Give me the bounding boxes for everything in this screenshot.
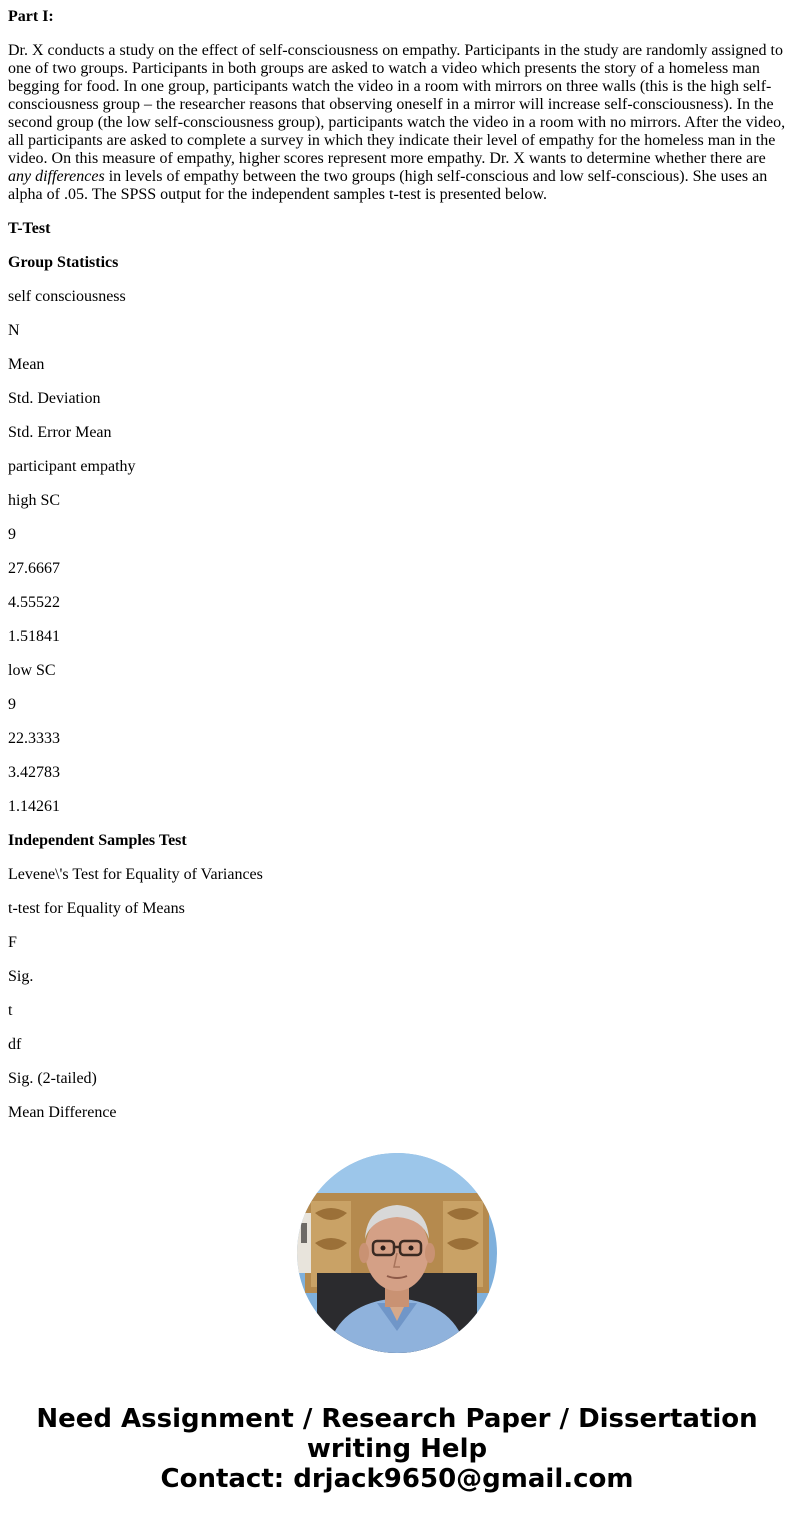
row-high-sc-group: high SC	[8, 492, 61, 509]
column-header-std-deviation: Std. Deviation	[8, 390, 101, 407]
column-header-f: F	[8, 934, 17, 951]
row-low-sc-group: low SC	[8, 662, 56, 679]
group-statistics-heading: Group Statistics	[8, 254, 119, 271]
author-photo	[297, 1153, 497, 1353]
column-header-df: df	[8, 1036, 22, 1053]
column-header-sig: Sig.	[8, 968, 34, 985]
column-header-mean-difference: Mean Difference	[8, 1104, 117, 1121]
intro-text-start: Dr. X conducts a study on the effect of self-consciousness on empathy. Participants in the study are randomly assigned to one of two groups. Participants in both groups are asked to watch a video which presents the story of a homeless man begging for food. In one group, participants watch the video in a room with mirrors on three walls (this is the high self-consciousness group – the researcher reasons that observing oneself in a mirror will increase self-consciousness). In the second group (the low self-consciousness group), participants watch the video in a room with no mirrors. After the video, all participants are asked to complete a survey in which they indicate their level of empathy for the homeless man in the video. On this measure of empathy, higher scores represent more empathy. Dr. X wants to determine whether there are	[8, 42, 786, 167]
footer-line-1: Need Assignment / Research Paper / Dissertation	[36, 1404, 758, 1434]
person-portrait-icon	[297, 1153, 497, 1353]
footer-line-2: writing Help	[306, 1434, 488, 1464]
row-low-sc-n: 9	[8, 696, 16, 713]
independent-test-heading: Independent Samples Test	[8, 832, 187, 849]
dependent-variable-label: participant empathy	[8, 458, 136, 475]
intro-text-end: in levels of empathy between the two groups (high self-conscious and low self-conscious). She uses an alpha of .05. The SPSS output for the independent samples t-test is presented below.	[8, 168, 768, 203]
ttest-heading: T-Test	[8, 220, 51, 237]
contact-footer	[0, 1404, 794, 1494]
levene-label: Levene\'s Test for Equality of Variances	[8, 866, 263, 883]
column-header-std-error-mean: Std. Error Mean	[8, 424, 112, 441]
row-high-sc-sd: 4.55522	[8, 594, 60, 611]
row-high-sc-n: 9	[8, 526, 16, 543]
document-body	[8, 8, 786, 1138]
footer-contact-line: Contact: drjack9650@gmail.com	[160, 1464, 634, 1494]
column-header-n: N	[8, 322, 20, 339]
grouping-variable-label: self consciousness	[8, 288, 126, 305]
intro-paragraph	[8, 42, 786, 204]
row-high-sc-se: 1.51841	[8, 628, 60, 645]
row-low-sc-sd: 3.42783	[8, 764, 60, 781]
ttest-equality-label: t-test for Equality of Means	[8, 900, 185, 917]
column-header-sig-2-tailed: Sig. (2-tailed)	[8, 1070, 97, 1087]
column-header-t: t	[8, 1002, 13, 1019]
column-header-mean: Mean	[8, 356, 45, 373]
row-low-sc-se: 1.14261	[8, 798, 60, 815]
intro-emphasis: any differences	[8, 168, 105, 185]
row-low-sc-mean: 22.3333	[8, 730, 60, 747]
part-heading: Part I:	[8, 8, 54, 25]
row-high-sc-mean: 27.6667	[8, 560, 60, 577]
